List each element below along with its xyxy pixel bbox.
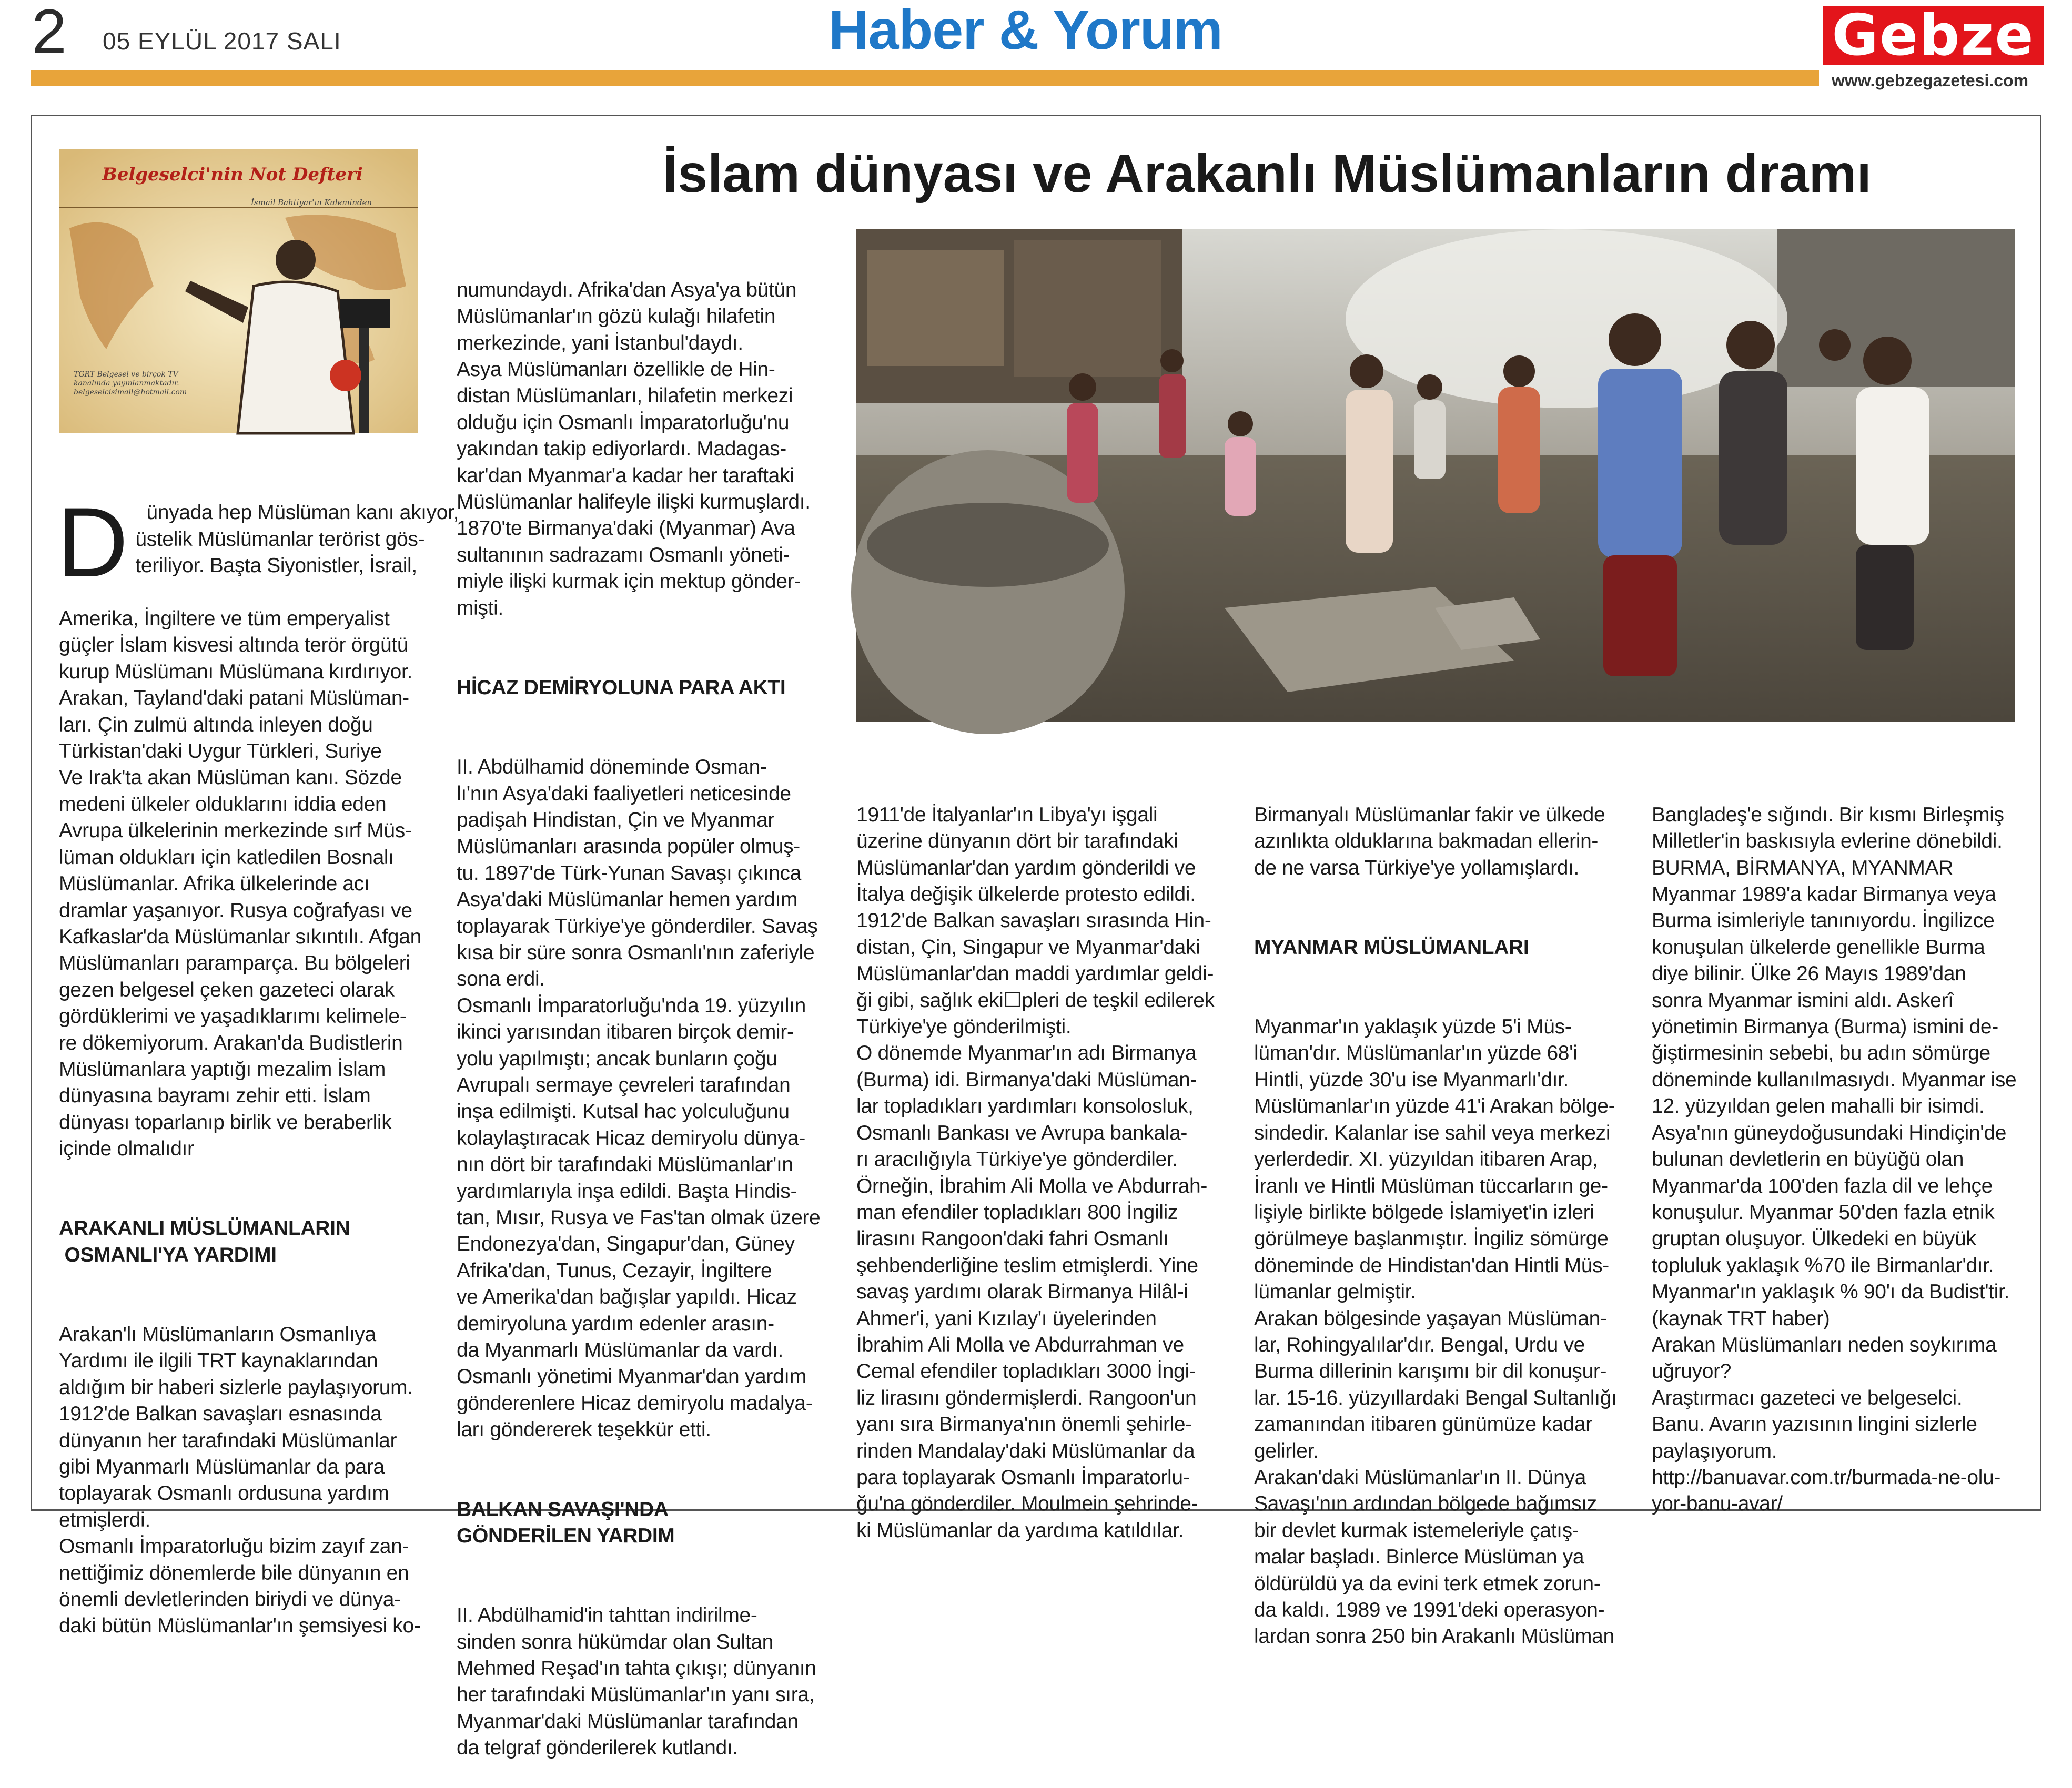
- article-column-3: [856, 749, 1240, 1571]
- refugees-photo: [856, 229, 2015, 722]
- website-url[interactable]: www.gebzegazetesi.com: [1832, 71, 2029, 90]
- column-1-tail: Arakan'lı Müslümanların Osmanlıya Yardımı ile ilgili TRT kaynaklarından aldığım bir haberi sizlerle paylaşıyorum. 1912'de Balkan savaşları esnasında dünyanın her tarafındaki Müslümanlar gibi Myanmarlı Müslümanlar da para toplayarak Osmanlı ordusuna yardım etmişlerdi. Osmanlı İmparatorluğu bizim zayıf zan- nettiğimiz dönemlerde bile dünyanın en önemli devletlerinden biriydi ve dünya- daki bütün Müslümanlar'ın şemsiyesi ko-: [59, 1323, 421, 1638]
- author-box-subtitle: İsmail Bahtiyar'ın Kaleminden: [251, 198, 372, 207]
- article-column-1: [57, 473, 459, 1666]
- column-1-lead: ünyada hep Müslüman kanı akıyor, üstelik Müslümanlar terörist gös- teriliyor. Başta Siyonistler, İsrail,: [135, 501, 459, 577]
- author-box: [59, 149, 418, 433]
- author-box-title: Belgeselci'nin Not Defteri: [102, 164, 363, 185]
- newspaper-logo[interactable]: Gebze: [1823, 6, 2044, 65]
- issue-date: 05 EYLÜL 2017 SALI: [103, 27, 341, 55]
- article-photo: [856, 229, 2015, 722]
- header-rule: [31, 70, 1819, 86]
- section-title: Haber & Yorum: [828, 0, 1222, 61]
- column-4-part-b: Myanmar'ın yaklaşık yüzde 5'i Müs- lüman'dır. Müslümanlar'ın yüzde 68'i Hintli, yüzde 30'u ise Myanmarlı'dır. Müslümanlar'ın yüzde 41'i Arakan bölge- sindedir. Kalanlar ise sahil veya merkezi yerlerdedir. XI. yüzyıldan itibaren Arap, İranlı ve Hintli Müslüman tüccarların ge- lişiyle birlikte bölgede İslamiyet'in izleri görülmeye başlanmıştır. İngiliz sömürge döneminde de Hindistan'dan Hintli Müs- lümanlar gelmiştir. Arakan bölgesinde yaşayan Müslüman- lar, Rohingyalılar'dır. Bengal, Urdu ve Burma dillerinin karışımı bir dil konuşur- lar. 15-16. yüzyıllardaki Bengal Sultanlığı zamanından itibaren günümüze kadar gelirler. Arakan'daki Müslümanlar'ın II. Dünya Savaşı'nın ardından bölgede bağımsız bir devlet kurmak istemeleriyle çatış- malar başladı. Binlerce Müslüman ya öldürüldü ya da evini terk etmek zorun- da kaldı. 1989 ve 1991'deki operasyon- lardan sonra 250 bin Arakanlı Müslüman: [1254, 1015, 1617, 1648]
- article-headline: İslam dünyası ve Arakanlı Müslümanların dramı: [663, 144, 1872, 204]
- column-2-subheading-2: BALKAN SAVAŞI'NDA GÖNDERİLEN YARDIM: [457, 1498, 675, 1547]
- column-2-part-a: numundaydı. Afrika'dan Asya'ya bütün Müslümanlar'ın gözü kulağı hilafetin merkezinde, yani İstanbul'daydı. Asya Müslümanları özellikle de Hin- distan Müslümanları, hilafetin merkezi olduğu için Osmanlı İmparatorluğu'nu yakından takip ediyorlardı. Madagas- kar'dan Myanmar'a kadar her taraftaki Müslümanlar halifeyle ilişki kurmuşlardı. 1870'te Birmanya'daki (Myanmar) Ava sultanının sadrazamı Osmanlı yöneti- miyle ilişki kurmak için mektup gönder- mişti.: [457, 278, 811, 619]
- column-2-part-c: II. Abdülhamid'in tahttan indirilme- sinden sonra hükümdar olan Sultan Mehmed Reşad'ın tahta çıkışı; dünyanın her tarafındaki Müslümanlar'ın yanı sıra, Myanmar'daki Müslümanlar tarafından da telgraf gönderilerek kutlandı.: [457, 1604, 816, 1760]
- article-column-5: [1652, 749, 2041, 1544]
- column-4-part-a: Birmanyalı Müslümanlar fakir ve ülkede azınlıkta olduklarına bakmadan ellerin- de ne varsa Türkiye'ye yollamışlardı.: [1254, 803, 1605, 879]
- article-column-2: [457, 224, 835, 1788]
- drop-cap: D: [57, 487, 128, 598]
- column-2-part-b: II. Abdülhamid döneminde Osman- lı'nın Asya'daki faaliyetleri neticesinde padişah Hindistan, Çin ve Myanmar Müslümanları arasında popüler olmuş- tu. 1897'de Türk-Yunan Savaşı çıkınca Asya'daki Müslümanlar hemen yardım toplayarak Türkiye'ye gönderdiler. Savaş kısa bir süre sonra Osmanlı'nın zaferiyle sona erdi. Osmanlı İmparatorluğu'nda 19. yüzyılın ikinci yarısından itibaren birçok demir- yolu yapılmıştı; ancak bunların çoğu Avrupalı sermaye çevreleri tarafından inşa edilmişti. Kutsal hac yolculuğunu kolaylaştıracak Hicaz demiryolu dünya- nın dört bir tarafındaki Müslümanlar'ın yardımlarıyla inşa edildi. Başta Hindis- tan, Mısır, Rusya ve Fas'tan olmak üzere Endonezya'dan, Singapur'dan, Güney Afrika'dan, Tunus, Cezayir, İngiltere ve Amerika'dan bağışlar yapıldı. Hicaz demiryoluna yardım edenler arasın- da Myanmarlı Müslümanlar da vardı. Osmanlı yönetimi Myanmar'dan yardım gönderenlere Hicaz demiryolu madalya- ları göndererek teşekkür etti.: [457, 756, 821, 1441]
- column-1-subheading: ARAKANLI MÜSLÜMANLARIN OSMANLI'YA YARDIMI: [59, 1217, 350, 1266]
- author-box-note: TGRT Belgesel ve birçok TV kanalında yayınlanmaktadır. belgeselcisimail@hotmail.com: [74, 370, 187, 397]
- column-1-body: Amerika, İngiltere ve tüm emperyalist güçler İslam kisvesi altında terör örgütü kurup Müslümanı Müslümana kırdırıyor. Arakan, Tayland'daki patani Müslüman- ları. Çin zulmü altında inleyen doğu Türkistan'daki Uygur Türkleri, Suriye Ve Irak'ta akan Müslüman kanı. Sözde medeni ülkeler olduklarını iddia eden Avrupa ülkelerinin merkezinde sırf Müs- lüman oldukları için katledilen Bosnalı Müslümanlar. Afrika ülkelerinde acı dramlar yaşanıyor. Rusya coğrafyası ve Kafkaslar'da Müslümanlar sıkıntılı. Afgan Müslümanları paramparça. Bu bölgeleri gezen belgesel çeken gazeteci olarak gördüklerimi ve yaşadıklarımı kelimele- re dökemiyorum. Arakan'da Budistlerin Müslümanlara yaptığı mezalim İslam dünyasına bayramı zehir etti. İslam dünyası toparlanıp birlik ve beraberlik içinde olmalıdır: [59, 607, 421, 1161]
- page-number: 2: [32, 0, 67, 67]
- column-5-text: Bangladeş'e sığındı. Bir kısmı Birleşmiş Milletler'in baskısıyla evlerine dönebildi. BURMA, BİRMANYA, MYANMAR Myanmar 1989'a kadar Birmanya veya Burma isimleriyle tanınıyordu. İngilizce konuşulan ülkelerde genellikle Burma diye bilinir. Ülke 26 Mayıs 1989'dan sonra Myanmar ismini aldı. Askerî yönetimin Birmanya (Burma) ismini de- ğiştirmesinin sebebi, bu adın sömürge döneminde kullanılmasıydı. Myanmar ise 12. yüzyıldan gelen mahalli bir isimdi. Asya'nın güneydoğusundaki Hindiçin'de bulunan devletlerin en büyüğü olan Myanmar'da 100'den fazla dil ve lehçe konuşulur. Myanmar 50'den fazla etnik gruptan oluşuyor. Ülkedeki en büyük topluluk yaklaşık %70 ile Birmanlar'dır. Myanmar'ın yaklaşık % 90'ı da Budist'tir. (kaynak TRT haber) Arakan Müslümanları neden soykırıma uğruyor? Araştırmacı gazeteci ve belgeselci. Banu. Avarın yazısının lingini sizlerle paylaşıyorum. http://banuavar.com.tr/burmada-ne-olu- yor-banu-avar/: [1652, 803, 2017, 1516]
- article-column-4: [1254, 749, 1643, 1677]
- column-3-text: 1911'de İtalyanlar'ın Libya'yı işgali üzerine dünyanın dört bir tarafındaki Müslümanlar'dan yardım gönderildi ve İtalya değişik ülkelerde protesto edildi. 1912'de Balkan savaşları sırasında Hin- distan, Çin, Singapur ve Myanmar'daki Müslümanlar'dan maddi yardımlar geldi- ği gibi, sağlık eki☐pleri de teşkil edilerek Türkiye'ye gönderilmişti. O dönemde Myanmar'ın adı Birmanya (Burma) idi. Birmanya'daki Müslüman- lar topladıkları yardımları konsolosluk, Osmanlı Bankası ve Avrupa bankala- rı aracılığıyla Türkiye'ye gönderdiler. Örneğin, İbrahim Ali Molla ve Abdurrah- man efendiler topladıkları 800 İngiliz lirasını Rangoon'daki fahri Osmanlı şehbenderliğine teslim etmişlerdi. Yine savaş yardımı olarak Birmanya Hilâl-i Ahmer'i, yani Kızılay'ı üyelerinden İbrahim Ali Molla ve Abdurrahman ve Cemal efendiler topladıkları 3000 İngi- liz lirasını göndermişlerdi. Rangoon'un yanı sıra Birmanya'nın önemli şehirle- rinden Mandalay'daki Müslümanlar da para toplayarak Osmanlı İmparatorlu- ğu'na gönderdiler. Moulmein şehrinde- ki Müslümanlar da yardıma katıldılar.: [856, 803, 1215, 1542]
- column-4-subheading: MYANMAR MÜSLÜMANLARI: [1254, 936, 1529, 959]
- column-2-subheading-1: HİCAZ DEMİRYOLUNA PARA AKTI: [457, 676, 786, 699]
